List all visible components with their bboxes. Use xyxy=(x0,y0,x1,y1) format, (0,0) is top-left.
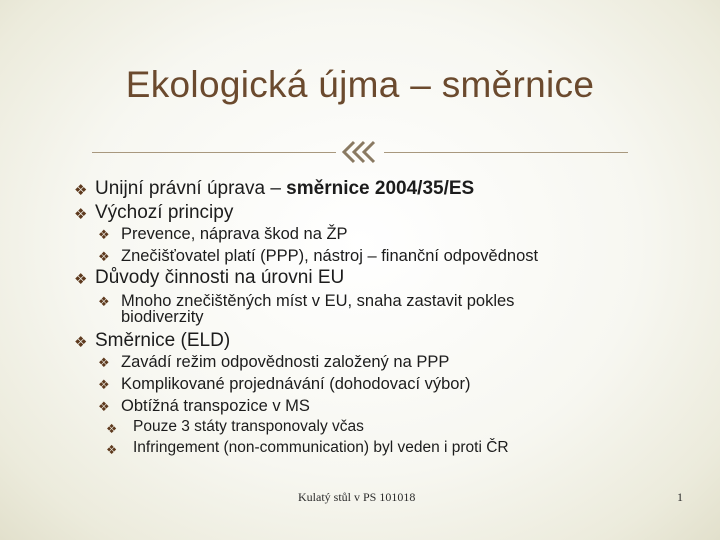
diamond-bullet-icon: ❖ xyxy=(74,181,88,199)
bullet-text xyxy=(95,178,474,200)
diamond-bullet-icon: ❖ xyxy=(98,356,110,371)
diamond-bullet-icon: ❖ xyxy=(98,400,110,415)
bullet-text: Důvody činnosti na úrovni EU xyxy=(95,267,345,288)
bullet-text: Směrnice (ELD) xyxy=(95,330,231,351)
diamond-bullet-icon: ❖ xyxy=(106,421,118,436)
bullet-text: Výchozí principy xyxy=(95,202,234,223)
slide-title: Ekologická újma – směrnice xyxy=(125,64,595,105)
bullet-text: Zavádí režim odpovědnosti založený na PPP xyxy=(121,353,450,371)
diamond-bullet-icon: ❖ xyxy=(74,270,88,288)
footer-text: Kulatý stůl v PS 101018 xyxy=(298,490,416,504)
bullet-text: Obtížná transpozice v MS xyxy=(121,397,310,415)
diamond-bullet-icon: ❖ xyxy=(106,442,118,457)
bullet-text-bold: směrnice 2004/35/ES xyxy=(286,178,475,199)
bullet-text: Infringement (non-communication) byl veden i proti ČR xyxy=(133,439,509,456)
page-number: 1 xyxy=(677,490,683,504)
bullet-text-line2: biodiverzity xyxy=(121,308,204,326)
title-rule-left xyxy=(92,152,336,153)
diamond-bullet-icon: ❖ xyxy=(74,205,88,223)
title-rule-right xyxy=(384,152,628,153)
diamond-bullet-icon: ❖ xyxy=(98,378,110,393)
diamond-bullet-icon: ❖ xyxy=(74,333,88,351)
bullet-text: Prevence, náprava škod na ŽP xyxy=(121,225,348,243)
bullet-text: Komplikované projednávání (dohodovací výbor) xyxy=(121,375,471,393)
diamond-bullet-icon: ❖ xyxy=(98,295,110,310)
bullet-text: Pouze 3 státy transponovaly včas xyxy=(133,418,364,435)
diamond-bullet-icon: ❖ xyxy=(98,228,110,243)
bullet-text-line1: Mnoho znečištěných míst v EU, snaha zastavit pokles xyxy=(121,292,515,310)
bullet-text-normal: Unijní právní úprava – xyxy=(95,178,287,199)
bullet-text: Znečišťovatel platí (PPP), nástroj – finanční odpovědnost xyxy=(121,247,539,265)
three-chevron-left-icon xyxy=(336,138,384,166)
diamond-bullet-icon: ❖ xyxy=(98,250,110,265)
